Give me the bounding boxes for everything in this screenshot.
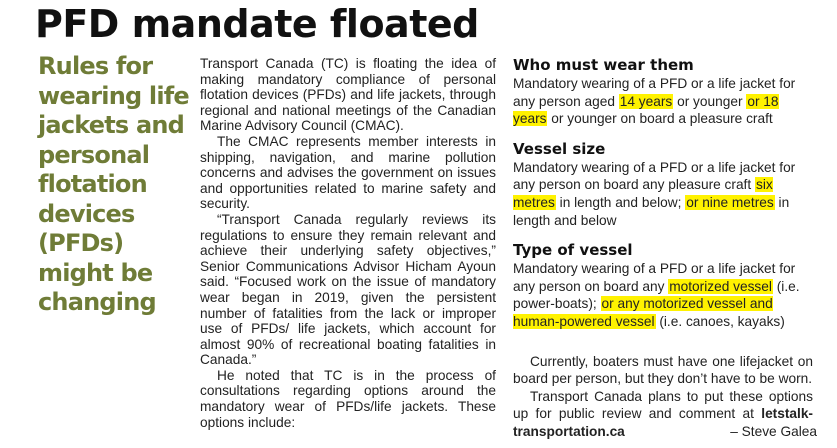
closing-paragraph: Currently, boaters must have one lifejacket on board per person, but they don’t have to be worn. [513,353,813,387]
option-text-segment: Mandatory wearing of a PFD or a life jacket for any person on board any [513,261,796,294]
option-text-segment: or younger on board a pleasure craft [547,111,773,127]
highlighted-text: six metres [513,177,773,210]
option-heading: Who must wear them [513,56,694,74]
body-paragraph: “Transport Canada regularly reviews its regulations to ensure they remain relevant and achieve their underlying safety objectives,” Senior Communications Advisor Hicham Ayoun said. “Focused work on the issue of mandatory wear began in 2019, given the persistent number of fatalities from the lack or improper use of PFDs/ life jackets, which account for almost 90% of recreational boating fatalities in Canada.” [200,211,496,368]
body-paragraph: The CMAC represents member interests in shipping, navigation, and marine pollution concerns and advises the government on issues and opportunities related to marine safety and security. [200,133,496,212]
option-text [513,260,813,330]
highlighted-text: motorized vessel [669,278,772,294]
option-text-segment: or younger [673,93,747,109]
option-text-segment: Mandatory wearing of a PFD or a life jacket for any person on board any pleasure craft [513,159,796,193]
highlighted-text: or any motorized vessel and human-powered vessel [513,296,773,329]
option-text-segment: in length and below [513,194,790,228]
option-heading: Vessel size [513,139,606,158]
headline: PFD mandate floated [35,2,479,46]
byline: – Steve Galea [730,424,817,439]
website-link[interactable]: letstalk-transportation.ca [513,406,813,439]
article-body [200,56,496,430]
highlighted-text: or 18 years [513,93,779,127]
option-text-segment: in length and below; [555,194,686,210]
option-vessel-size [513,140,813,229]
option-heading: Type of vessel [513,241,633,260]
option-who-must-wear [513,56,813,128]
option-type-of-vessel [513,241,813,330]
option-text [513,159,813,229]
highlighted-text: 14 years [619,93,673,109]
option-text [513,75,813,128]
option-text-segment: (i.e. canoes, kayaks) [655,313,785,329]
closing-text-segment: Transport Canada plans to put these options up for public review and comment at [513,388,813,422]
options-column [513,56,813,441]
option-text-segment: (i.e. power-boats); [513,278,800,312]
body-paragraph: Transport Canada (TC) is floating the idea of making mandatory compliance of personal flotation devices (PFDs) and life jackets, through regional and national meetings of the Canadian Marine Advisory Council (CMAC). [200,56,496,134]
deck-subheadline: Rules for wearing life jackets and personal flotation devices (PFDs) might be changing [38,52,189,316]
highlighted-text: or nine metres [686,194,774,210]
option-text-segment: Mandatory wearing of a PFD or a life jacket for any person aged [513,76,796,109]
body-paragraph: He noted that TC is in the process of consultations regarding options around the mandatory wear of PFDs/life jackets. These options include: [200,367,496,430]
